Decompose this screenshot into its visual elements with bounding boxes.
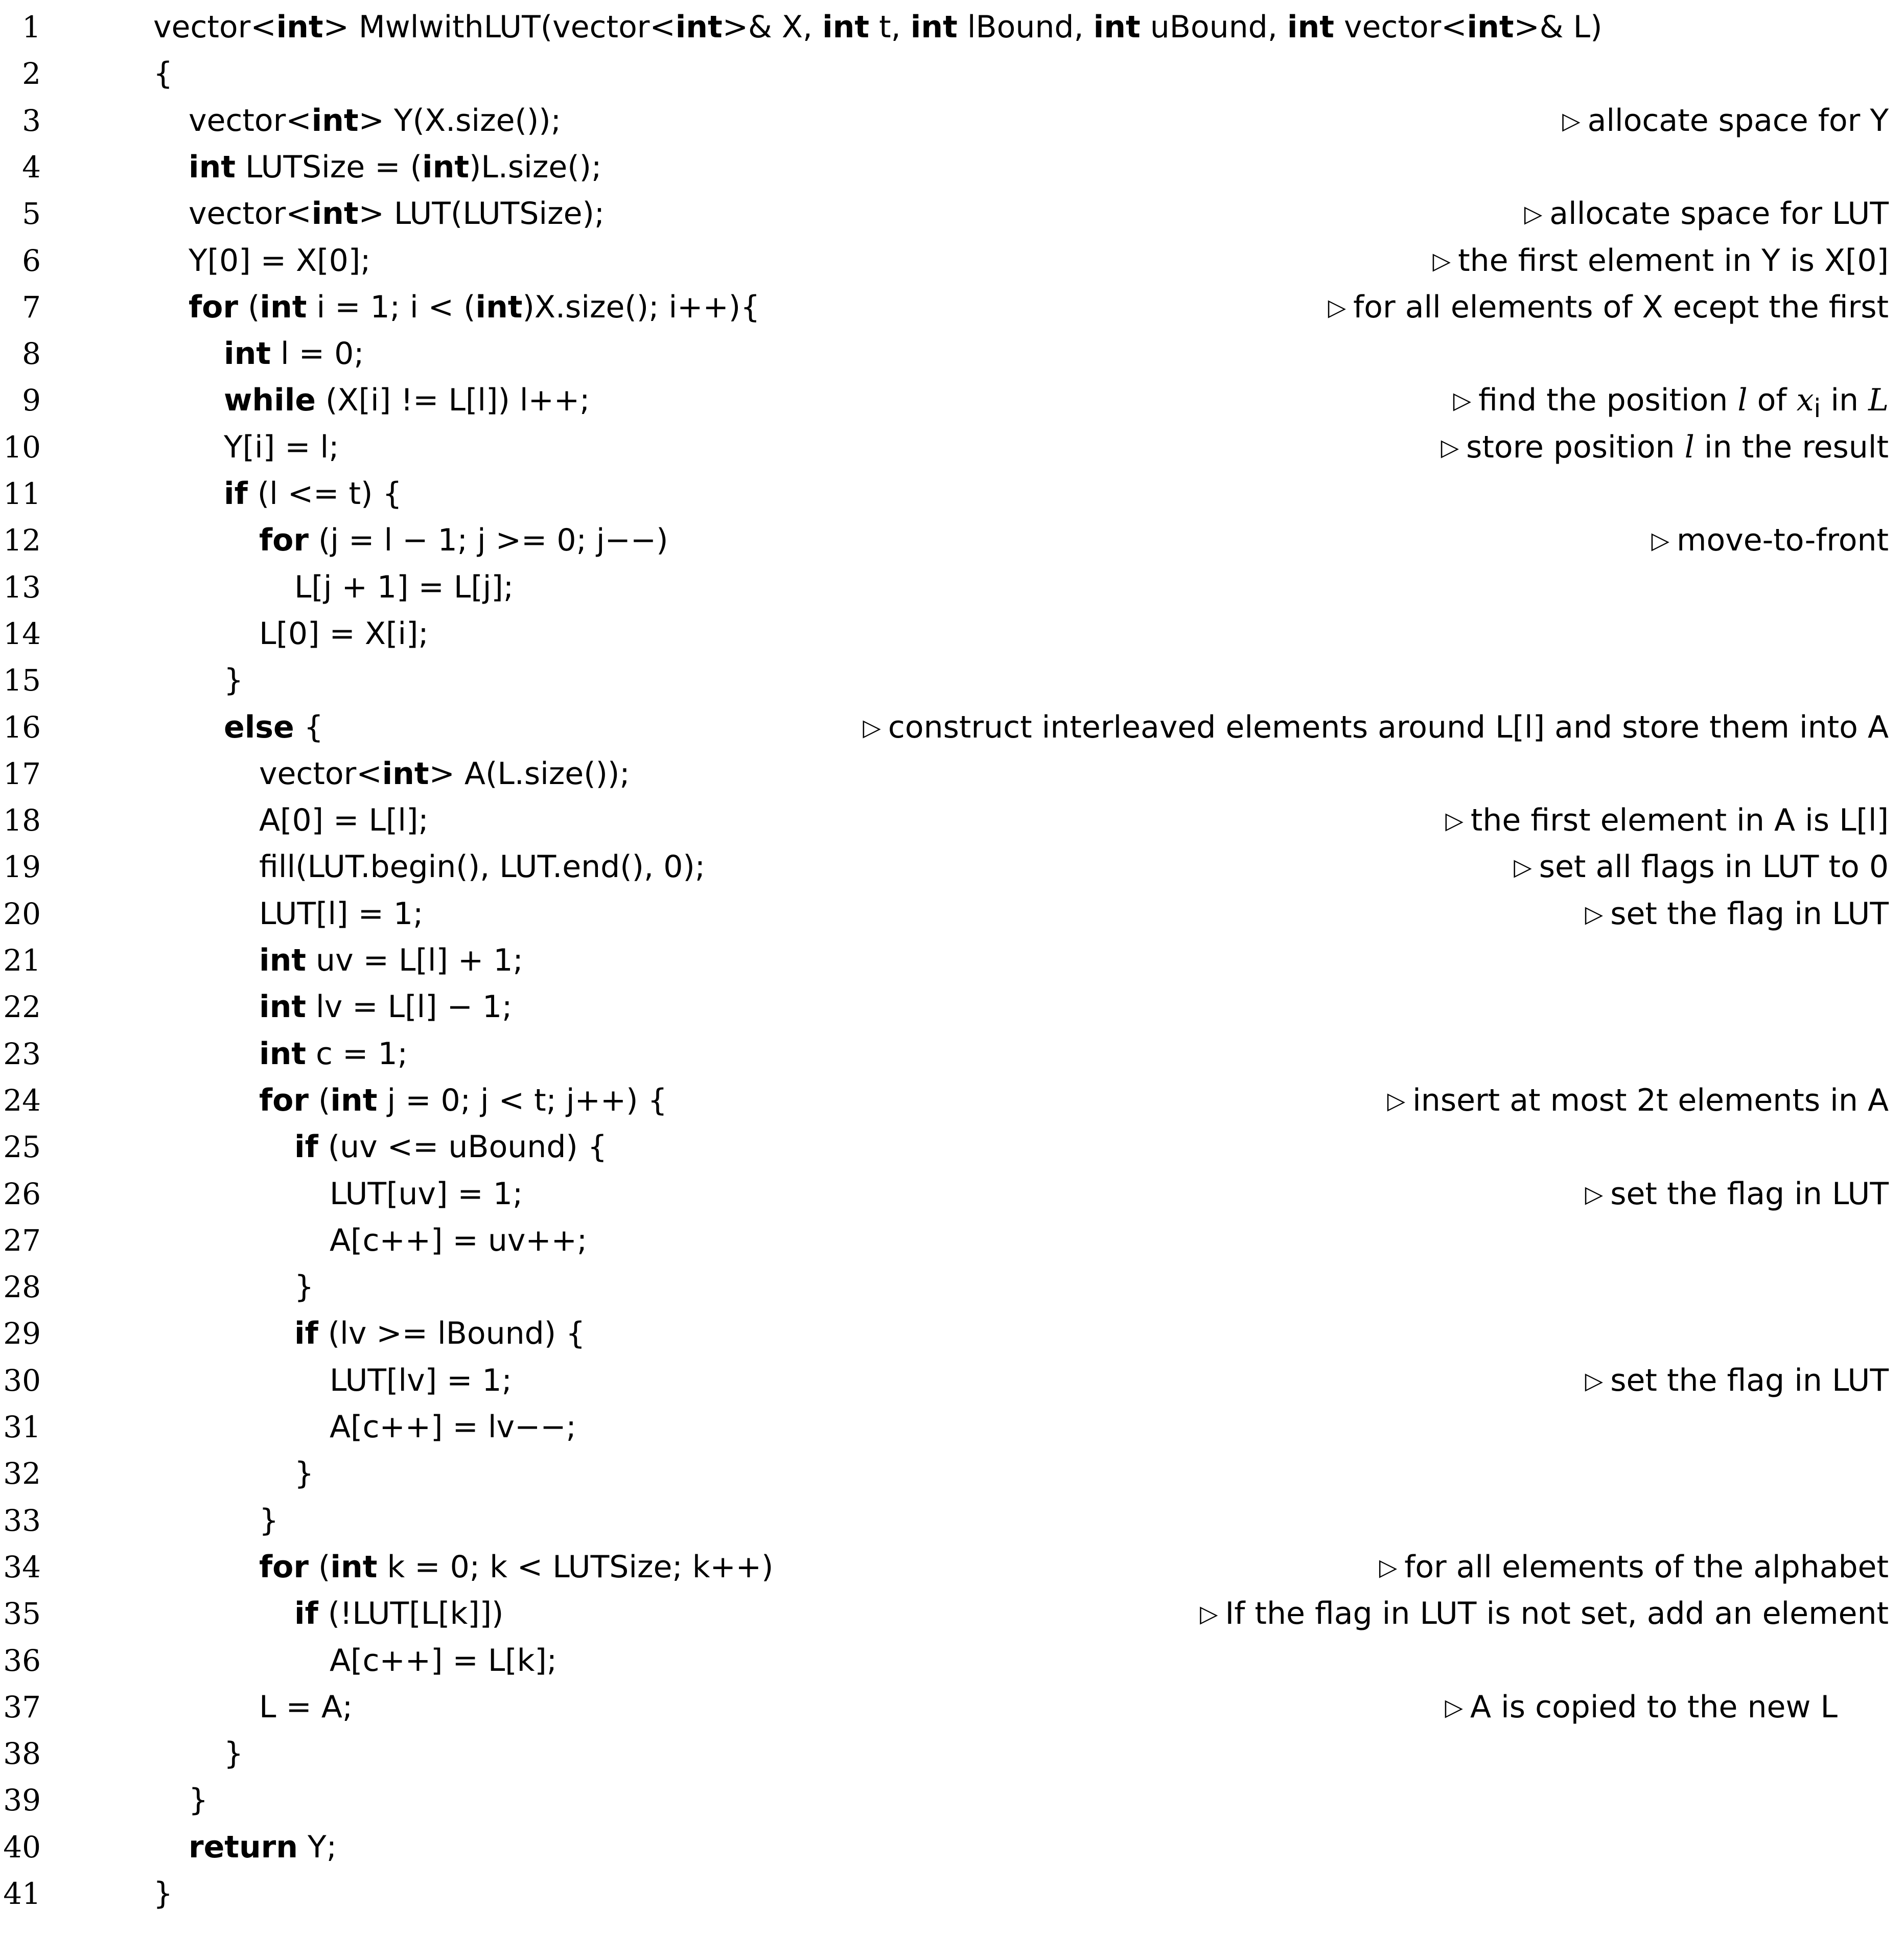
code-text: t,	[869, 9, 911, 45]
keyword: for	[259, 1549, 309, 1585]
code-comment	[1328, 284, 1889, 333]
keyword: int	[1467, 9, 1514, 45]
code-line	[0, 1591, 1904, 1637]
code-text: the first element in A is L[l]	[1470, 802, 1889, 839]
code-line	[0, 1824, 1904, 1871]
code-statement	[330, 1217, 587, 1264]
code-line	[0, 1310, 1904, 1357]
code-text: vector<	[259, 755, 382, 792]
code-text: > Y(X.size());	[358, 102, 561, 139]
code-statement	[259, 1031, 408, 1077]
code-text: of	[1747, 382, 1797, 419]
code-text: c = 1;	[306, 1035, 408, 1072]
code-line	[0, 331, 1904, 377]
line-number: 36	[3, 1643, 41, 1678]
code-line	[0, 1684, 1904, 1731]
line-number: 15	[3, 663, 41, 698]
keyword: else	[224, 709, 294, 745]
code-statement	[330, 1638, 557, 1684]
code-line	[0, 424, 1904, 471]
code-statement	[259, 751, 630, 797]
code-text: vector<	[1334, 9, 1467, 45]
line-number: 16	[3, 709, 41, 745]
code-text: (l <= t) {	[247, 476, 402, 512]
line-number: 8	[22, 336, 41, 372]
code-statement	[330, 1404, 576, 1451]
code-text: uBound,	[1140, 9, 1287, 45]
code-statement	[294, 1124, 607, 1170]
keyword: int	[382, 755, 429, 792]
line-number: 27	[3, 1223, 41, 1258]
keyword: if	[294, 1129, 318, 1165]
code-text: >& L)	[1514, 9, 1603, 45]
code-line	[0, 51, 1904, 97]
code-comment	[863, 704, 1889, 753]
code-statement	[259, 1544, 773, 1591]
line-number: 34	[3, 1549, 41, 1584]
keyword: int	[311, 196, 359, 232]
code-comment	[1514, 844, 1889, 892]
code-text: }	[224, 1736, 244, 1772]
comment-triangle-icon: ▷	[1328, 293, 1346, 321]
code-text: (lv >= lBound) {	[318, 1316, 586, 1352]
code-comment	[1379, 1544, 1889, 1593]
code-text: >& X,	[722, 9, 823, 45]
code-line	[0, 751, 1904, 797]
line-number: 14	[3, 616, 41, 651]
code-text: A[c++] = uv++;	[330, 1222, 588, 1258]
code-text: L[j + 1] = L[j];	[294, 569, 514, 605]
code-text: }	[259, 1502, 279, 1538]
code-text: > A(L.size());	[429, 755, 630, 792]
code-line	[0, 517, 1904, 564]
line-number: 31	[3, 1410, 41, 1444]
code-statement	[259, 1077, 667, 1124]
code-statement	[189, 284, 760, 331]
line-number: 4	[22, 149, 41, 185]
code-text: lBound,	[957, 9, 1094, 45]
code-line	[0, 1451, 1904, 1497]
line-number: 37	[3, 1689, 41, 1724]
code-line	[0, 564, 1904, 611]
line-number: 20	[3, 896, 41, 931]
code-text: fill(LUT.begin(), LUT.end(), 0);	[259, 849, 705, 885]
code-line	[0, 98, 1904, 144]
code-line	[0, 377, 1904, 424]
line-number: 11	[3, 476, 41, 511]
code-line	[0, 284, 1904, 331]
comment-triangle-icon: ▷	[1441, 433, 1459, 461]
code-line	[0, 1077, 1904, 1124]
comment-triangle-icon: ▷	[863, 713, 881, 741]
code-comment	[1585, 1357, 1889, 1406]
code-text: vector<	[189, 102, 312, 139]
code-line	[0, 844, 1904, 890]
line-number: 29	[3, 1316, 41, 1351]
keyword: int	[1287, 9, 1334, 45]
code-line	[0, 1777, 1904, 1824]
code-comment	[1441, 424, 1889, 473]
line-number: 40	[3, 1829, 41, 1865]
code-text: LUT[lv] = 1;	[330, 1362, 512, 1398]
code-comment	[1562, 98, 1889, 146]
comment-triangle-icon: ▷	[1585, 900, 1604, 928]
code-text: (	[308, 1549, 331, 1585]
code-statement	[259, 1498, 278, 1544]
code-statement	[189, 1824, 337, 1871]
code-statement	[259, 844, 705, 890]
comment-triangle-icon: ▷	[1562, 106, 1581, 134]
code-text: LUT[uv] = 1;	[330, 1176, 523, 1212]
line-number: 32	[3, 1456, 41, 1491]
code-text: allocate space for LUT	[1549, 196, 1889, 232]
code-text: set the flag in LUT	[1610, 895, 1889, 932]
line-number: 9	[22, 383, 41, 418]
keyword: if	[294, 1596, 318, 1632]
code-statement	[259, 611, 429, 657]
code-text: i = 1; i < (	[307, 289, 476, 325]
comment-triangle-icon: ▷	[1432, 246, 1451, 274]
code-text: }	[224, 662, 244, 699]
keyword: int	[259, 989, 306, 1025]
line-number: 39	[3, 1783, 41, 1818]
line-number: 1	[22, 10, 41, 44]
comment-triangle-icon: ▷	[1585, 1366, 1604, 1394]
code-text: k = 0; k < LUTSize; k++)	[377, 1549, 774, 1585]
code-statement	[259, 1684, 353, 1731]
code-line	[0, 1171, 1904, 1217]
line-number: 3	[22, 103, 41, 138]
code-statement	[330, 1171, 523, 1217]
comment-triangle-icon: ▷	[1524, 200, 1543, 228]
code-text: the first element in Y is X[0]	[1458, 242, 1889, 279]
line-number: 24	[3, 1083, 41, 1118]
code-line	[0, 611, 1904, 657]
code-statement	[224, 424, 339, 471]
keyword: for	[189, 289, 238, 325]
code-comment	[1445, 1684, 1838, 1733]
code-statement	[189, 144, 601, 191]
line-number: 6	[22, 243, 41, 278]
line-number: 19	[3, 849, 41, 885]
code-statement	[259, 797, 429, 844]
keyword: int	[910, 9, 958, 45]
code-comment	[1652, 517, 1889, 566]
code-text: in the result	[1694, 429, 1889, 465]
code-comment	[1200, 1591, 1889, 1639]
comment-triangle-icon: ▷	[1514, 853, 1532, 881]
code-text: insert at most 2t elements in A	[1412, 1082, 1889, 1118]
code-text: move-to-front	[1677, 522, 1889, 559]
code-line	[0, 1731, 1904, 1777]
code-statement	[224, 1731, 243, 1777]
code-text: allocate space for Y	[1587, 102, 1889, 139]
line-number: 18	[3, 803, 41, 838]
code-comment	[1445, 797, 1889, 846]
code-line	[0, 937, 1904, 984]
keyword: int	[330, 1549, 378, 1585]
comment-triangle-icon: ▷	[1387, 1086, 1406, 1114]
code-line	[0, 1404, 1904, 1451]
comment-triangle-icon: ▷	[1453, 386, 1472, 415]
code-line	[0, 657, 1904, 704]
code-text: A[c++] = lv−−;	[330, 1409, 576, 1445]
line-number: 25	[3, 1130, 41, 1165]
keyword: if	[294, 1316, 318, 1352]
keyword: int	[422, 149, 470, 185]
line-number: 33	[3, 1503, 41, 1538]
code-line	[0, 1217, 1904, 1264]
math-subscript: i	[1814, 394, 1821, 424]
code-text: > MwlwithLUT(vector<	[323, 9, 676, 45]
code-text: }	[294, 1456, 314, 1492]
keyword: return	[189, 1829, 298, 1865]
code-text: LUT[l] = 1;	[259, 895, 424, 932]
keyword: int	[276, 9, 323, 45]
code-comment	[1387, 1077, 1889, 1126]
code-text: construct interleaved elements around L[l] and store them into A	[888, 709, 1889, 745]
code-text: lv = L[l] − 1;	[306, 989, 513, 1025]
code-comment	[1585, 891, 1889, 939]
code-text: (X[i] != L[l]) l++;	[315, 382, 590, 419]
code-text: set all flags in LUT to 0	[1539, 849, 1889, 885]
code-statement	[330, 1357, 512, 1404]
keyword: for	[259, 522, 309, 559]
comment-triangle-icon: ▷	[1651, 526, 1670, 555]
math-symbol: L	[1868, 382, 1889, 419]
keyword: int	[675, 9, 723, 45]
line-number: 26	[3, 1176, 41, 1211]
code-statement	[224, 377, 590, 424]
code-text: for all elements of X ecept the first	[1353, 289, 1889, 325]
code-line	[0, 471, 1904, 517]
code-statement	[224, 471, 402, 517]
math-symbol: l	[1684, 429, 1694, 465]
keyword: while	[224, 382, 316, 419]
code-statement	[153, 51, 173, 97]
math-symbol: l	[1737, 382, 1748, 419]
keyword: int	[822, 9, 870, 45]
keyword: int	[1093, 9, 1141, 45]
code-text: in	[1821, 382, 1869, 419]
code-statement	[189, 1777, 208, 1824]
line-number: 41	[3, 1876, 41, 1911]
line-number: 7	[22, 289, 41, 325]
code-text: find the position	[1478, 382, 1738, 419]
comment-triangle-icon: ▷	[1445, 1693, 1463, 1721]
code-comment	[1433, 238, 1889, 286]
code-text: (j = l − 1; j >= 0; j−−)	[308, 522, 668, 559]
keyword: int	[259, 942, 306, 978]
code-text: > LUT(LUTSize);	[358, 196, 605, 232]
code-text: set the flag in LUT	[1610, 1176, 1889, 1212]
code-statement	[189, 191, 605, 237]
code-line	[0, 1638, 1904, 1684]
code-text: {	[294, 709, 323, 745]
line-number: 23	[3, 1036, 41, 1071]
code-text: {	[153, 56, 173, 92]
code-text: A is copied to the new L	[1470, 1689, 1838, 1725]
code-text: LUTSize = (	[235, 149, 423, 185]
code-line	[0, 1031, 1904, 1077]
keyword: int	[224, 336, 271, 372]
code-text: store position	[1466, 429, 1685, 465]
comment-triangle-icon: ▷	[1445, 807, 1464, 835]
code-text: L = A;	[259, 1689, 353, 1725]
code-line	[0, 797, 1904, 844]
code-statement	[259, 984, 512, 1030]
code-line	[0, 1124, 1904, 1170]
keyword: int	[475, 289, 523, 325]
code-line	[0, 984, 1904, 1030]
code-line	[0, 238, 1904, 284]
code-text: Y[i] = l;	[224, 429, 339, 465]
line-number: 17	[3, 756, 41, 791]
code-statement	[224, 657, 243, 704]
line-number: 38	[3, 1736, 41, 1771]
code-statement	[259, 937, 523, 984]
code-text: }	[153, 1876, 173, 1912]
code-text: l = 0;	[270, 336, 364, 372]
line-number: 2	[22, 56, 41, 91]
line-number: 12	[3, 523, 41, 558]
code-statement	[224, 704, 323, 751]
code-statement	[294, 1264, 314, 1310]
line-number: 30	[3, 1363, 41, 1398]
code-line	[0, 191, 1904, 237]
comment-triangle-icon: ▷	[1200, 1600, 1218, 1628]
code-statement	[259, 891, 423, 937]
keyword: if	[224, 476, 248, 512]
code-text: }	[189, 1782, 208, 1819]
line-number: 5	[22, 196, 41, 232]
code-statement	[294, 1591, 503, 1637]
code-line	[0, 4, 1904, 51]
code-statement	[153, 1871, 173, 1917]
code-text: )X.size(); i++){	[522, 289, 760, 325]
code-text: If the flag in LUT is not set, add an element	[1225, 1596, 1889, 1632]
comment-triangle-icon: ▷	[1585, 1180, 1604, 1208]
code-line	[0, 891, 1904, 937]
code-text: L[0] = X[i];	[259, 615, 429, 652]
code-statement	[294, 564, 514, 611]
keyword: int	[260, 289, 307, 325]
code-text: A[0] = L[l];	[259, 802, 429, 839]
keyword: int	[189, 149, 236, 185]
code-statement	[189, 98, 561, 144]
keyword: int	[330, 1082, 378, 1118]
comment-triangle-icon: ▷	[1379, 1553, 1398, 1581]
code-line	[0, 1871, 1904, 1917]
code-text: (	[238, 289, 260, 325]
code-line	[0, 1544, 1904, 1591]
code-text: vector<	[189, 196, 312, 232]
line-number: 22	[3, 989, 41, 1025]
code-text: Y[0] = X[0];	[189, 242, 371, 279]
code-line	[0, 1498, 1904, 1544]
line-number: 35	[3, 1596, 41, 1631]
code-text: (	[308, 1082, 331, 1118]
line-number: 21	[3, 943, 41, 978]
code-text: vector<	[153, 9, 276, 45]
code-statement	[189, 238, 370, 284]
code-text: )L.size();	[469, 149, 602, 185]
code-text: A[c++] = L[k];	[330, 1642, 558, 1678]
code-text: }	[294, 1269, 314, 1305]
code-text: for all elements of the alphabet	[1404, 1549, 1889, 1585]
line-number: 10	[3, 429, 41, 465]
code-comment	[1524, 191, 1889, 239]
code-text: j = 0; j < t; j++) {	[377, 1082, 667, 1118]
keyword: int	[311, 102, 359, 139]
code-line	[0, 1357, 1904, 1404]
code-text: (uv <= uBound) {	[318, 1129, 608, 1165]
keyword: int	[259, 1035, 306, 1072]
code-text: (!LUT[L[k]])	[318, 1596, 504, 1632]
math-symbol: x	[1796, 382, 1814, 419]
line-number: 13	[3, 569, 41, 605]
code-statement	[153, 4, 1602, 51]
code-text: uv = L[l] + 1;	[306, 942, 523, 978]
line-number: 28	[3, 1270, 41, 1305]
code-text: Y;	[297, 1829, 337, 1865]
code-statement	[224, 331, 364, 377]
code-statement	[259, 517, 668, 564]
code-line	[0, 1264, 1904, 1310]
keyword: for	[259, 1082, 309, 1118]
code-text: set the flag in LUT	[1610, 1362, 1889, 1398]
code-line	[0, 704, 1904, 751]
code-comment	[1585, 1171, 1889, 1219]
code-line	[0, 144, 1904, 191]
code-statement	[294, 1451, 314, 1497]
code-statement	[294, 1310, 585, 1357]
